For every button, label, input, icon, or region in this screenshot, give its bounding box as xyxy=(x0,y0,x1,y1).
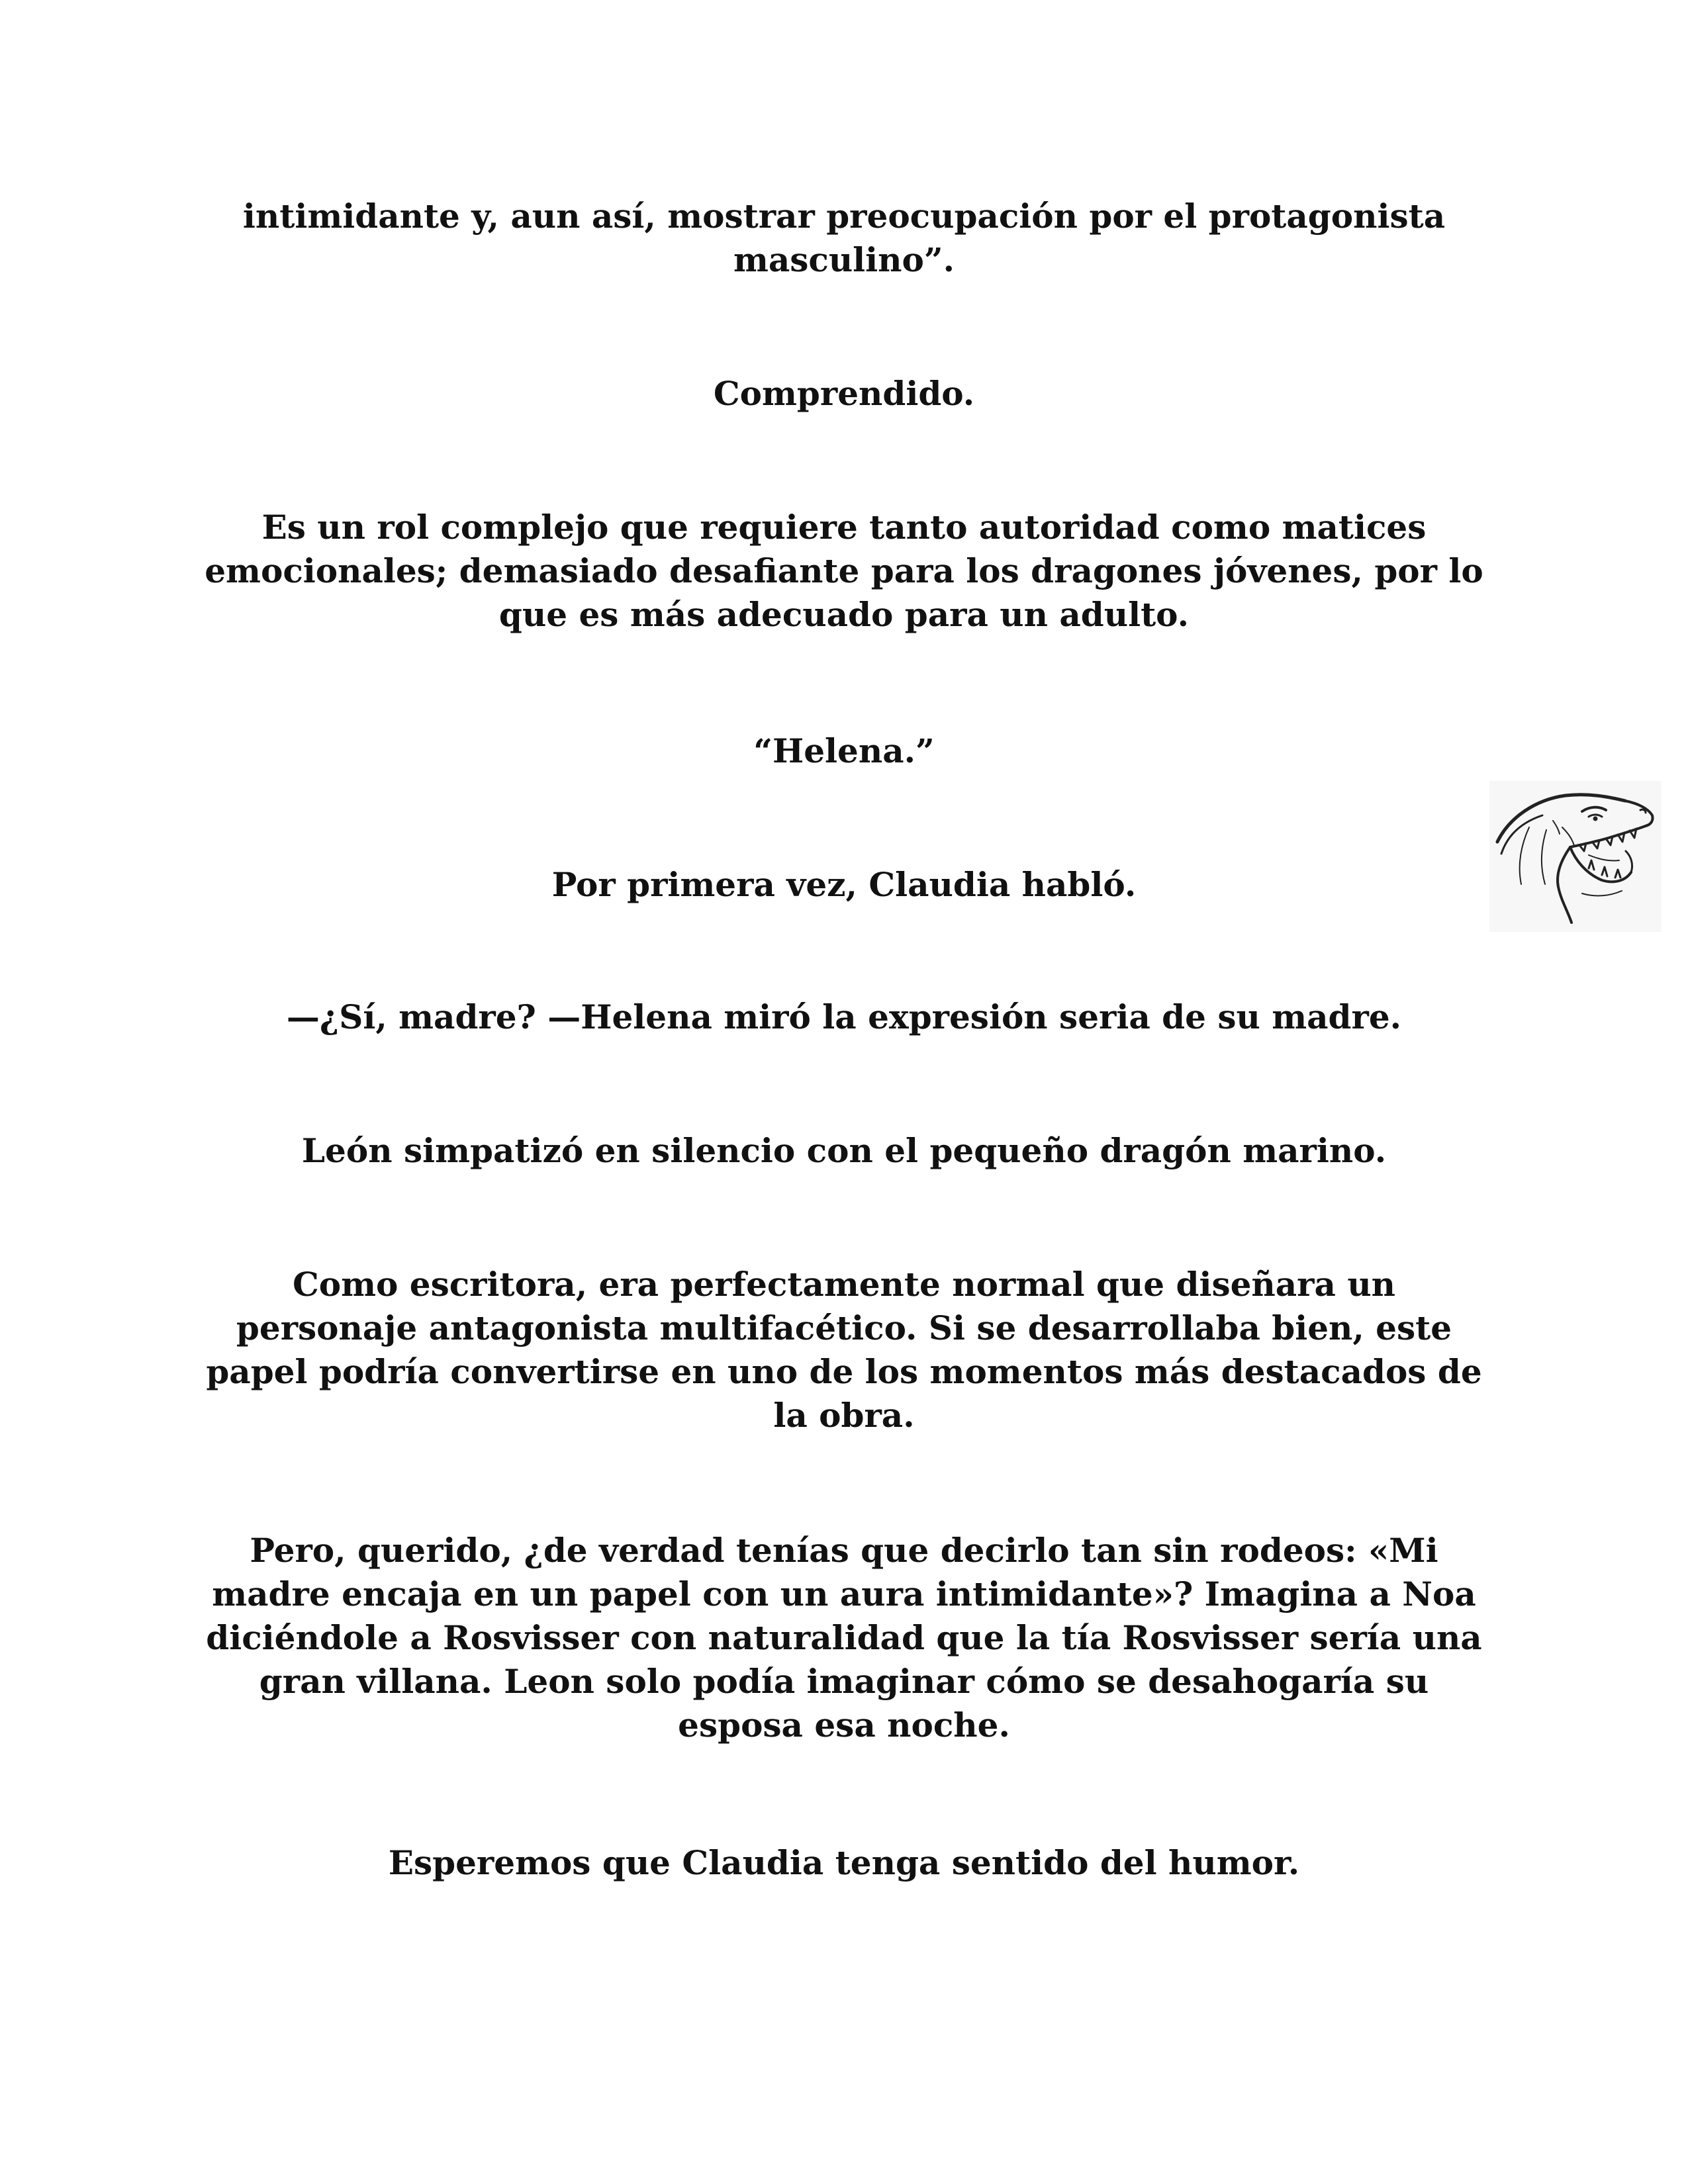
paragraph-1: intimidante y, aun así, mostrar preocupación por el protagonista masculino”. xyxy=(242,197,1446,279)
paragraph-9: Pero, querido, ¿de verdad tenías que decirlo tan sin rodeos: «Mi madre encaja en un papel con un aura intimidante»? Imagina a Noa diciéndole a Rosvisser con naturalidad que la tía Rosvisser sería una gran villana. Leon solo podía imaginar cómo se desahogaría su esposa esa noche. xyxy=(206,1531,1482,1745)
paragraph-5: Por primera vez, Claudia habló. xyxy=(551,865,1137,904)
paragraph-7: León simpatizó en silencio con el pequeño dragón marino. xyxy=(301,1131,1387,1170)
paragraph-3: Es un rol complejo que requiere tanto autoridad como matices emocionales; demasiado desafiante para los dragones jóvenes, por lo que es más adecuado para un adulto. xyxy=(205,508,1483,634)
paragraph-10: Esperemos que Claudia tenga sentido del humor. xyxy=(388,1843,1300,1882)
paragraph-2: Comprendido. xyxy=(713,374,975,413)
dragon-head-sketch-icon xyxy=(1489,781,1662,932)
paragraph-4: “Helena.” xyxy=(753,731,935,770)
paragraph-6: —¿Sí, madre? —Helena miró la expresión seria de su madre. xyxy=(286,997,1402,1036)
paragraph-8: Como escritora, era perfectamente normal que diseñara un personaje antagonista multifacético. Si se desarrollaba bien, este papel podría convertirse en uno de los momentos más destacados de la obra. xyxy=(206,1265,1482,1435)
